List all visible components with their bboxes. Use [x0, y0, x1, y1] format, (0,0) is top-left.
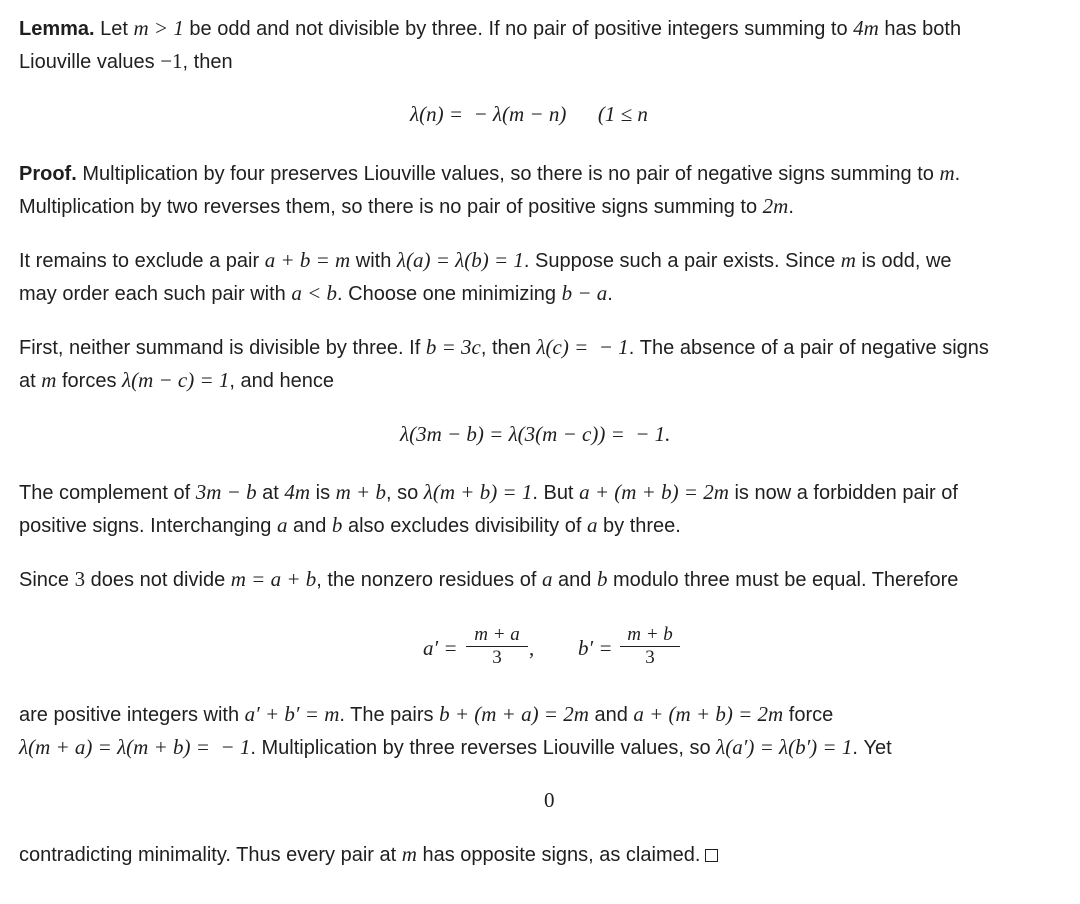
para6-line-2: λ(m + a) = λ(m + b) = − 1. Multiplication by three reverses Liouville values, so λ(a′) = λ(b′) = 1. Yet [19, 735, 892, 759]
b-prime-fraction [620, 624, 680, 669]
b-prime-denominator: 3 [645, 647, 655, 668]
proof-line-1: Proof. Multiplication by four preserves Liouville values, so there is no pair of negative signs summing to m. [19, 161, 961, 185]
para2-line-1: It remains to exclude a pair a + b = m with λ(a) = λ(b) = 1. Suppose such a pair exists. Since m is odd, we [19, 248, 952, 272]
a-prime-lhs: a′ = [423, 636, 458, 660]
para3-display-equation: λ(3m − b) = λ(3(m − c)) = − 1. [400, 422, 671, 446]
lemma-line-2: Liouville values −1, then [19, 49, 233, 73]
para6-display-zero: 0 [544, 788, 555, 812]
b-prime-numerator: m + b [627, 624, 673, 645]
b-prime-lhs: b′ = [578, 636, 613, 660]
para3-line-1: First, neither summand is divisible by three. If b = 3c, then λ(c) = − 1. The absence of a pair of negative signs [19, 335, 989, 359]
para5-line-1: Since 3 does not divide m = a + b, the nonzero residues of a and b modulo three must be equal. Therefore [19, 567, 959, 591]
lemma-label: Lemma. [19, 18, 95, 40]
a-prime-numerator: m + a [474, 624, 520, 645]
proof-label: Proof. [19, 163, 77, 185]
a-prime-fraction [466, 624, 528, 669]
fraction-comma: , [529, 636, 535, 660]
lemma-line-1: Lemma. Let m > 1 be odd and not divisible by three. If no pair of positive integers summing to 4m has both [19, 16, 962, 40]
para6-line-1: are positive integers with a′ + b′ = m. The pairs b + (m + a) = 2m and a + (m + b) = 2m force [19, 702, 834, 726]
para3-line-2: at m forces λ(m − c) = 1, and hence [19, 368, 334, 392]
proof-line-2: Multiplication by two reverses them, so there is no pair of positive signs summing to 2m. [19, 194, 794, 218]
qed-square-icon [705, 849, 718, 862]
para7-line-1: contradicting minimality. Thus every pair at m has opposite signs, as claimed. [19, 838, 1080, 872]
para4-line-1: The complement of 3m − b at 4m is m + b, so λ(m + b) = 1. But a + (m + b) = 2m is now a forbidden pair of [19, 480, 958, 504]
a-prime-denominator: 3 [492, 647, 502, 668]
lemma-display-equation: λ(n) = − λ(m − n) (1 ≤ n [410, 102, 648, 126]
para2-line-2: may order each such pair with a < b. Choose one minimizing b − a. [19, 281, 613, 305]
para4-line-2: positive signs. Interchanging a and b also excludes divisibility of a by three. [19, 513, 681, 537]
